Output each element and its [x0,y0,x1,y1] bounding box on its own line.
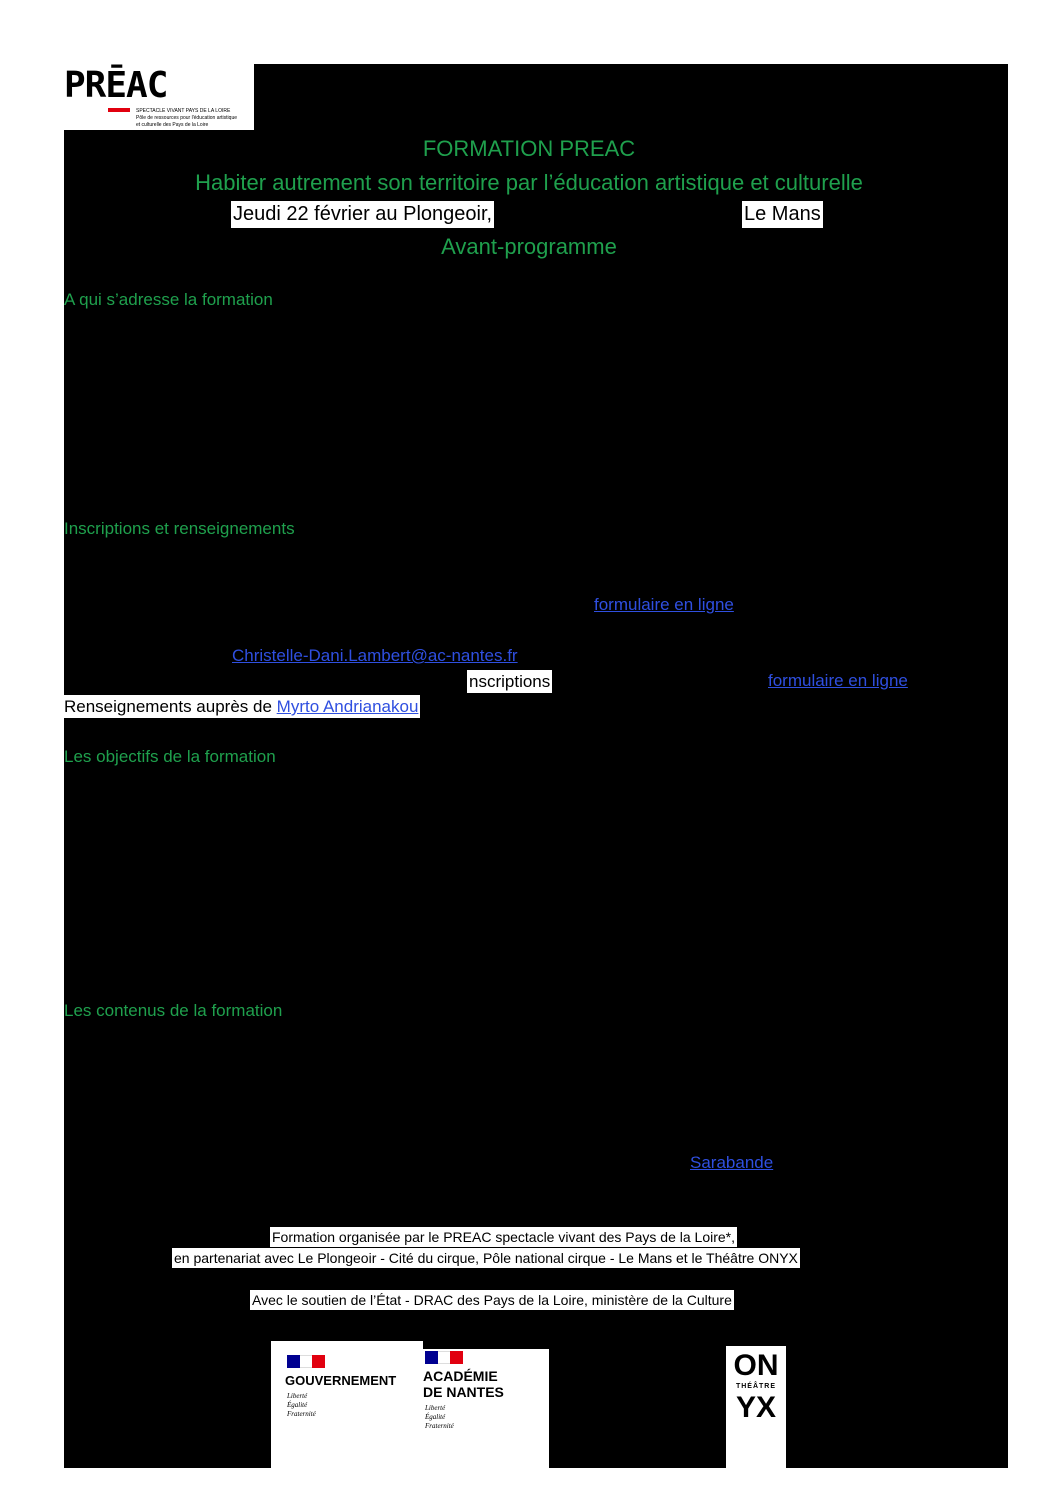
gov-motto-3: Fraternité [287,1410,316,1418]
registration-form-link-1[interactable]: formulaire en ligne [594,595,734,614]
onyx-middle: THÉÂTRE [735,1383,777,1390]
academie-line-2: DE NANTES [423,1384,504,1400]
page-subtitle: Avant-programme [441,234,617,259]
preac-red-bar [108,108,130,112]
page-title: Habiter autrement son territoire par l’éducation artistique et culturelle [195,170,863,195]
section-objectives-heading: Les objectifs de la formation [64,747,276,766]
preac-logo [64,64,254,130]
date-location: Jeudi 22 février au Plongeoir, [231,201,494,228]
gov-motto-1: Liberté [287,1392,308,1400]
footer-organised-by: Formation organisée par le PREAC spectacle vivant des Pays de la Loire*, [272,1229,736,1245]
section-contents-heading: Les contenus de la formation [64,1001,283,1020]
contact-prefix: Renseignements auprès de [64,697,272,716]
section-audience-heading: A qui s’adresse la formation [64,290,273,309]
footer-partnership: en partenariat avec Le Plongeoir - Cité du cirque, Pôle national cirque - Le Mans et le Théâtre ONYX [174,1250,798,1266]
academie-flag-icon [425,1351,463,1364]
inscriptions-fragment: nscriptions [469,672,551,691]
contact-info [64,695,420,718]
academie-motto-2: Égalité [425,1413,446,1421]
gov-motto-2: Égalité [287,1401,308,1409]
academie-motto-1: Liberté [425,1404,446,1412]
academie-line-1: ACADÉMIE [423,1368,498,1384]
sarabande-link[interactable]: Sarabande [690,1153,774,1172]
gouvernement-name: GOUVERNEMENT [285,1373,397,1388]
registration-form-link-2[interactable]: formulaire en ligne [768,671,908,690]
academie-motto-3: Fraternité [425,1422,454,1430]
onyx-bottom: YX [735,1391,777,1424]
preac-tagline-1: SPECTACLE VIVANT PAYS DE LA LOIRE [136,108,231,114]
footer-support: Avec le soutien de l’État - DRAC des Pays de la Loire, ministère de la Culture [252,1292,732,1308]
marianne-flag-icon [287,1355,325,1368]
preac-tagline-2: Pôle de ressources pour l'éducation artistique [136,115,238,121]
date-city: Le Mans [742,201,823,228]
registration-email-link[interactable]: Christelle-Dani.Lambert@ac-nantes.fr [232,646,518,665]
academie-nantes-logo [423,1349,549,1468]
section-registration-heading: Inscriptions et renseignements [64,519,295,538]
preac-tagline-3: et culturelle des Pays de la Loire [136,122,209,128]
preac-wordmark: PRĒAC [64,65,168,106]
contact-name-link[interactable]: Myrto Andrianakou [276,697,419,716]
onyx-logo [726,1346,786,1468]
onyx-top: ON [733,1349,779,1382]
gouvernement-logo [271,1341,423,1468]
formation-label: FORMATION PREAC [422,136,636,161]
